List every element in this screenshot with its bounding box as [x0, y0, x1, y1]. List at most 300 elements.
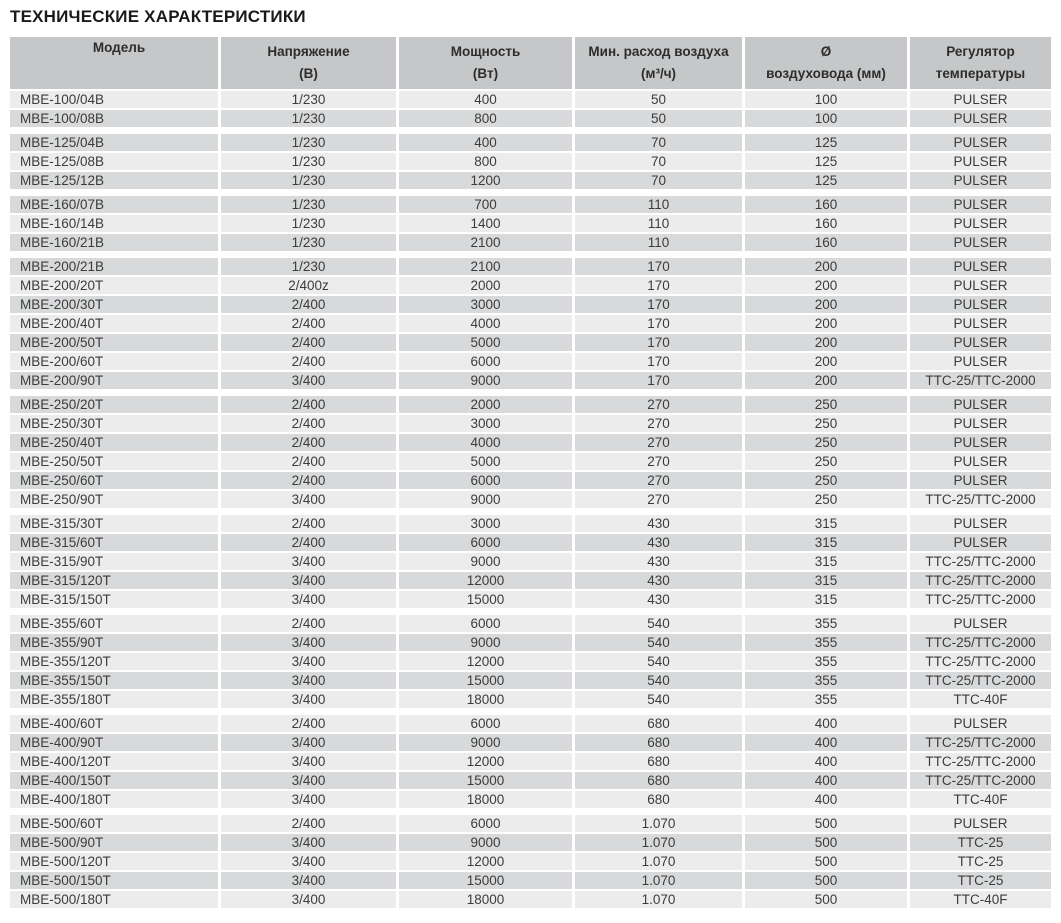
- voltage-cell: 2/400: [221, 396, 396, 413]
- column-header-voltage: [221, 37, 396, 89]
- voltage-cell: 3/400: [221, 734, 396, 751]
- min-airflow-cell: 270: [575, 472, 742, 489]
- table-row: [10, 791, 1051, 808]
- power-cell: 18000: [399, 791, 572, 808]
- model-cell: MBE-100/04B: [10, 91, 218, 108]
- model-cell: MBE-125/04B: [10, 134, 218, 151]
- voltage-cell: 1/230: [221, 258, 396, 275]
- duct-diameter-cell: 200: [745, 277, 907, 294]
- table-row: [10, 196, 1051, 213]
- power-cell: 1400: [399, 215, 572, 232]
- temp-regulator-cell: TTC-25/TTC-2000: [910, 672, 1051, 689]
- column-header-line2: (В): [299, 66, 318, 81]
- column-header-line1: Мощность: [450, 44, 521, 60]
- model-cell: MBE-250/60T: [10, 472, 218, 489]
- voltage-cell: 3/400: [221, 372, 396, 389]
- min-airflow-cell: 1.070: [575, 891, 742, 908]
- model-cell: MBE-315/60T: [10, 534, 218, 551]
- model-cell: MBE-250/40T: [10, 434, 218, 451]
- model-cell: MBE-250/30T: [10, 415, 218, 432]
- min-airflow-cell: 50: [575, 91, 742, 108]
- table-row: [10, 753, 1051, 770]
- voltage-cell: 1/230: [221, 110, 396, 127]
- row-group-MBE-125: [10, 134, 1051, 189]
- table-row: [10, 891, 1051, 908]
- duct-diameter-cell: 200: [745, 334, 907, 351]
- temp-regulator-cell: TTC-25: [910, 834, 1051, 851]
- temp-regulator-cell: TTC-25/TTC-2000: [910, 734, 1051, 751]
- temp-regulator-cell: TTC-40F: [910, 891, 1051, 908]
- temp-regulator-cell: TTC-25/TTC-2000: [910, 634, 1051, 651]
- min-airflow-cell: 170: [575, 277, 742, 294]
- model-cell: MBE-200/30T: [10, 296, 218, 313]
- temp-regulator-cell: PULSER: [910, 196, 1051, 213]
- model-cell: MBE-355/150T: [10, 672, 218, 689]
- power-cell: 6000: [399, 815, 572, 832]
- voltage-cell: 2/400: [221, 715, 396, 732]
- voltage-cell: 1/230: [221, 234, 396, 251]
- model-cell: MBE-160/14B: [10, 215, 218, 232]
- duct-diameter-cell: 125: [745, 172, 907, 189]
- table-row: [10, 615, 1051, 632]
- row-group-MBE-315: [10, 515, 1051, 608]
- power-cell: 9000: [399, 834, 572, 851]
- duct-diameter-cell: 500: [745, 872, 907, 889]
- duct-diameter-cell: 250: [745, 434, 907, 451]
- voltage-cell: 3/400: [221, 672, 396, 689]
- temp-regulator-cell: PULSER: [910, 134, 1051, 151]
- duct-diameter-cell: 315: [745, 515, 907, 532]
- duct-diameter-cell: 250: [745, 396, 907, 413]
- min-airflow-cell: 540: [575, 672, 742, 689]
- table-row: [10, 434, 1051, 451]
- model-cell: MBE-400/150T: [10, 772, 218, 789]
- duct-diameter-cell: 500: [745, 815, 907, 832]
- temp-regulator-cell: TTC-25/TTC-2000: [910, 553, 1051, 570]
- temp-regulator-cell: PULSER: [910, 91, 1051, 108]
- model-cell: MBE-200/50T: [10, 334, 218, 351]
- table-row: [10, 534, 1051, 551]
- temp-regulator-cell: PULSER: [910, 153, 1051, 170]
- table-row: [10, 372, 1051, 389]
- voltage-cell: 3/400: [221, 634, 396, 651]
- table-row: [10, 234, 1051, 251]
- column-header-line1: Модель: [92, 40, 146, 55]
- min-airflow-cell: 170: [575, 315, 742, 332]
- voltage-cell: 1/230: [221, 196, 396, 213]
- temp-regulator-cell: PULSER: [910, 472, 1051, 489]
- column-header-temp-regulator: [910, 37, 1051, 89]
- model-cell: MBE-355/60T: [10, 615, 218, 632]
- min-airflow-cell: 430: [575, 572, 742, 589]
- power-cell: 2000: [399, 277, 572, 294]
- voltage-cell: 1/230: [221, 172, 396, 189]
- duct-diameter-cell: 400: [745, 715, 907, 732]
- table-row: [10, 415, 1051, 432]
- power-cell: 12000: [399, 853, 572, 870]
- voltage-cell: 3/400: [221, 791, 396, 808]
- duct-diameter-cell: 200: [745, 315, 907, 332]
- power-cell: 15000: [399, 872, 572, 889]
- power-cell: 1200: [399, 172, 572, 189]
- duct-diameter-cell: 400: [745, 753, 907, 770]
- power-cell: 15000: [399, 591, 572, 608]
- column-header-line2: воздуховода (мм): [766, 66, 886, 81]
- voltage-cell: 2/400: [221, 334, 396, 351]
- temp-regulator-cell: PULSER: [910, 515, 1051, 532]
- model-cell: MBE-200/40T: [10, 315, 218, 332]
- duct-diameter-cell: 400: [745, 734, 907, 751]
- model-cell: MBE-500/90T: [10, 834, 218, 851]
- model-cell: MBE-125/12B: [10, 172, 218, 189]
- power-cell: 3000: [399, 296, 572, 313]
- power-cell: 6000: [399, 534, 572, 551]
- min-airflow-cell: 680: [575, 715, 742, 732]
- min-airflow-cell: 1.070: [575, 834, 742, 851]
- min-airflow-cell: 1.070: [575, 872, 742, 889]
- table-row: [10, 172, 1051, 189]
- table-row: [10, 353, 1051, 370]
- power-cell: 2000: [399, 396, 572, 413]
- voltage-cell: 2/400: [221, 453, 396, 470]
- min-airflow-cell: 110: [575, 196, 742, 213]
- duct-diameter-cell: 250: [745, 472, 907, 489]
- temp-regulator-cell: PULSER: [910, 453, 1051, 470]
- temp-regulator-cell: TTC-25/TTC-2000: [910, 491, 1051, 508]
- table-row: [10, 258, 1051, 275]
- column-header-power: [399, 37, 572, 89]
- model-cell: MBE-160/21B: [10, 234, 218, 251]
- power-cell: 12000: [399, 572, 572, 589]
- table-row: [10, 591, 1051, 608]
- min-airflow-cell: 170: [575, 372, 742, 389]
- duct-diameter-cell: 160: [745, 234, 907, 251]
- table-row: [10, 472, 1051, 489]
- temp-regulator-cell: TTC-25/TTC-2000: [910, 753, 1051, 770]
- table-row: [10, 715, 1051, 732]
- column-header-model: [10, 37, 218, 89]
- duct-diameter-cell: 500: [745, 834, 907, 851]
- table-row: [10, 315, 1051, 332]
- min-airflow-cell: 70: [575, 172, 742, 189]
- min-airflow-cell: 540: [575, 615, 742, 632]
- power-cell: 18000: [399, 891, 572, 908]
- power-cell: 5000: [399, 334, 572, 351]
- temp-regulator-cell: PULSER: [910, 353, 1051, 370]
- power-cell: 15000: [399, 672, 572, 689]
- temp-regulator-cell: TTC-25: [910, 872, 1051, 889]
- min-airflow-cell: 110: [575, 234, 742, 251]
- duct-diameter-cell: 160: [745, 196, 907, 213]
- min-airflow-cell: 110: [575, 215, 742, 232]
- column-header-line1: Напряжение: [267, 44, 350, 60]
- temp-regulator-cell: TTC-40F: [910, 691, 1051, 708]
- min-airflow-cell: 680: [575, 734, 742, 751]
- voltage-cell: 3/400: [221, 853, 396, 870]
- duct-diameter-cell: 400: [745, 791, 907, 808]
- temp-regulator-cell: PULSER: [910, 534, 1051, 551]
- power-cell: 2100: [399, 258, 572, 275]
- duct-diameter-cell: 250: [745, 453, 907, 470]
- table-row: [10, 572, 1051, 589]
- specifications-table: [10, 37, 1051, 908]
- model-cell: MBE-315/120T: [10, 572, 218, 589]
- duct-diameter-cell: 315: [745, 591, 907, 608]
- voltage-cell: 3/400: [221, 553, 396, 570]
- voltage-cell: 1/230: [221, 215, 396, 232]
- voltage-cell: 3/400: [221, 653, 396, 670]
- duct-diameter-cell: 355: [745, 672, 907, 689]
- model-cell: MBE-200/20T: [10, 277, 218, 294]
- min-airflow-cell: 430: [575, 515, 742, 532]
- voltage-cell: 3/400: [221, 691, 396, 708]
- model-cell: MBE-315/150T: [10, 591, 218, 608]
- power-cell: 3000: [399, 515, 572, 532]
- min-airflow-cell: 170: [575, 334, 742, 351]
- voltage-cell: 2/400: [221, 296, 396, 313]
- duct-diameter-cell: 315: [745, 534, 907, 551]
- duct-diameter-cell: 250: [745, 491, 907, 508]
- model-cell: MBE-500/180T: [10, 891, 218, 908]
- table-row: [10, 653, 1051, 670]
- min-airflow-cell: 50: [575, 110, 742, 127]
- temp-regulator-cell: TTC-25/TTC-2000: [910, 653, 1051, 670]
- min-airflow-cell: 430: [575, 553, 742, 570]
- min-airflow-cell: 170: [575, 353, 742, 370]
- power-cell: 6000: [399, 715, 572, 732]
- row-group-MBE-400: [10, 715, 1051, 808]
- power-cell: 5000: [399, 453, 572, 470]
- min-airflow-cell: 430: [575, 591, 742, 608]
- power-cell: 400: [399, 91, 572, 108]
- column-header-line2: (Вт): [472, 66, 499, 81]
- power-cell: 4000: [399, 434, 572, 451]
- voltage-cell: 2/400: [221, 434, 396, 451]
- table-row: [10, 834, 1051, 851]
- min-airflow-cell: 70: [575, 134, 742, 151]
- temp-regulator-cell: PULSER: [910, 234, 1051, 251]
- temp-regulator-cell: TTC-25/TTC-2000: [910, 591, 1051, 608]
- table-row: [10, 134, 1051, 151]
- table-row: [10, 110, 1051, 127]
- power-cell: 9000: [399, 734, 572, 751]
- model-cell: MBE-500/120T: [10, 853, 218, 870]
- voltage-cell: 2/400: [221, 534, 396, 551]
- min-airflow-cell: 270: [575, 453, 742, 470]
- duct-diameter-cell: 100: [745, 91, 907, 108]
- model-cell: MBE-250/50T: [10, 453, 218, 470]
- duct-diameter-cell: 400: [745, 772, 907, 789]
- table-row: [10, 515, 1051, 532]
- table-row: [10, 634, 1051, 651]
- voltage-cell: 1/230: [221, 153, 396, 170]
- min-airflow-cell: 430: [575, 534, 742, 551]
- power-cell: 9000: [399, 553, 572, 570]
- table-row: [10, 553, 1051, 570]
- temp-regulator-cell: PULSER: [910, 415, 1051, 432]
- voltage-cell: 2/400z: [221, 277, 396, 294]
- voltage-cell: 3/400: [221, 491, 396, 508]
- temp-regulator-cell: PULSER: [910, 715, 1051, 732]
- min-airflow-cell: 170: [575, 296, 742, 313]
- duct-diameter-cell: 160: [745, 215, 907, 232]
- table-row: [10, 153, 1051, 170]
- voltage-cell: 3/400: [221, 753, 396, 770]
- model-cell: MBE-400/180T: [10, 791, 218, 808]
- row-group-MBE-250: [10, 396, 1051, 508]
- voltage-cell: 3/400: [221, 772, 396, 789]
- voltage-cell: 3/400: [221, 891, 396, 908]
- temp-regulator-cell: TTC-40F: [910, 791, 1051, 808]
- power-cell: 9000: [399, 372, 572, 389]
- power-cell: 12000: [399, 753, 572, 770]
- voltage-cell: 1/230: [221, 134, 396, 151]
- table-row: [10, 91, 1051, 108]
- duct-diameter-cell: 500: [745, 891, 907, 908]
- model-cell: MBE-315/30T: [10, 515, 218, 532]
- voltage-cell: 3/400: [221, 591, 396, 608]
- table-body: [10, 91, 1051, 908]
- temp-regulator-cell: PULSER: [910, 396, 1051, 413]
- power-cell: 15000: [399, 772, 572, 789]
- row-group-MBE-200: [10, 258, 1051, 389]
- power-cell: 400: [399, 134, 572, 151]
- power-cell: 800: [399, 110, 572, 127]
- table-row: [10, 491, 1051, 508]
- model-cell: MBE-355/90T: [10, 634, 218, 651]
- duct-diameter-cell: 200: [745, 372, 907, 389]
- row-group-MBE-355: [10, 615, 1051, 708]
- duct-diameter-cell: 125: [745, 153, 907, 170]
- table-row: [10, 772, 1051, 789]
- voltage-cell: 2/400: [221, 353, 396, 370]
- model-cell: MBE-500/60T: [10, 815, 218, 832]
- min-airflow-cell: 540: [575, 634, 742, 651]
- duct-diameter-cell: 355: [745, 691, 907, 708]
- duct-diameter-cell: 355: [745, 653, 907, 670]
- min-airflow-cell: 540: [575, 653, 742, 670]
- temp-regulator-cell: PULSER: [910, 315, 1051, 332]
- voltage-cell: 3/400: [221, 572, 396, 589]
- power-cell: 6000: [399, 615, 572, 632]
- min-airflow-cell: 540: [575, 691, 742, 708]
- model-cell: MBE-400/60T: [10, 715, 218, 732]
- model-cell: MBE-500/150T: [10, 872, 218, 889]
- min-airflow-cell: 1.070: [575, 853, 742, 870]
- min-airflow-cell: 270: [575, 396, 742, 413]
- column-header-line1: Ø: [820, 44, 832, 60]
- model-cell: MBE-100/08B: [10, 110, 218, 127]
- temp-regulator-cell: PULSER: [910, 615, 1051, 632]
- voltage-cell: 1/230: [221, 91, 396, 108]
- model-cell: MBE-200/21B: [10, 258, 218, 275]
- temp-regulator-cell: PULSER: [910, 296, 1051, 313]
- row-group-MBE-100: [10, 91, 1051, 127]
- voltage-cell: 2/400: [221, 515, 396, 532]
- table-row: [10, 734, 1051, 751]
- model-cell: MBE-160/07B: [10, 196, 218, 213]
- voltage-cell: 3/400: [221, 834, 396, 851]
- table-row: [10, 215, 1051, 232]
- min-airflow-cell: 270: [575, 491, 742, 508]
- min-airflow-cell: 270: [575, 434, 742, 451]
- duct-diameter-cell: 315: [745, 572, 907, 589]
- column-header-duct-diameter: [745, 37, 907, 89]
- duct-diameter-cell: 250: [745, 415, 907, 432]
- power-cell: 18000: [399, 691, 572, 708]
- min-airflow-cell: 70: [575, 153, 742, 170]
- voltage-cell: 2/400: [221, 415, 396, 432]
- page-title: ТЕХНИЧЕСКИЕ ХАРАКТЕРИСТИКИ: [10, 7, 306, 26]
- power-cell: 700: [399, 196, 572, 213]
- table-row: [10, 872, 1051, 889]
- temp-regulator-cell: PULSER: [910, 215, 1051, 232]
- temp-regulator-cell: PULSER: [910, 258, 1051, 275]
- duct-diameter-cell: 355: [745, 615, 907, 632]
- duct-diameter-cell: 200: [745, 296, 907, 313]
- table-header-row: [10, 37, 1051, 89]
- duct-diameter-cell: 315: [745, 553, 907, 570]
- column-header-line1: Мин. расход воздуха: [588, 44, 729, 60]
- table-row: [10, 396, 1051, 413]
- table-row: [10, 672, 1051, 689]
- power-cell: 2100: [399, 234, 572, 251]
- power-cell: 6000: [399, 472, 572, 489]
- model-cell: MBE-315/90T: [10, 553, 218, 570]
- row-group-MBE-160: [10, 196, 1051, 251]
- table-row: [10, 691, 1051, 708]
- min-airflow-cell: 680: [575, 753, 742, 770]
- temp-regulator-cell: TTC-25/TTC-2000: [910, 572, 1051, 589]
- model-cell: MBE-200/90T: [10, 372, 218, 389]
- duct-diameter-cell: 125: [745, 134, 907, 151]
- temp-regulator-cell: TTC-25/TTC-2000: [910, 372, 1051, 389]
- temp-regulator-cell: PULSER: [910, 277, 1051, 294]
- table-row: [10, 296, 1051, 313]
- power-cell: 9000: [399, 491, 572, 508]
- power-cell: 4000: [399, 315, 572, 332]
- model-cell: MBE-250/90T: [10, 491, 218, 508]
- duct-diameter-cell: 200: [745, 258, 907, 275]
- power-cell: 12000: [399, 653, 572, 670]
- duct-diameter-cell: 500: [745, 853, 907, 870]
- voltage-cell: 3/400: [221, 872, 396, 889]
- voltage-cell: 2/400: [221, 472, 396, 489]
- table-row: [10, 815, 1051, 832]
- temp-regulator-cell: PULSER: [910, 334, 1051, 351]
- model-cell: MBE-400/120T: [10, 753, 218, 770]
- min-airflow-cell: 680: [575, 772, 742, 789]
- column-header-line2: температуры: [935, 66, 1026, 81]
- temp-regulator-cell: TTC-25/TTC-2000: [910, 772, 1051, 789]
- voltage-cell: 2/400: [221, 615, 396, 632]
- temp-regulator-cell: PULSER: [910, 434, 1051, 451]
- duct-diameter-cell: 100: [745, 110, 907, 127]
- table-row: [10, 453, 1051, 470]
- table-row: [10, 277, 1051, 294]
- temp-regulator-cell: TTC-25: [910, 853, 1051, 870]
- table-row: [10, 334, 1051, 351]
- power-cell: 3000: [399, 415, 572, 432]
- min-airflow-cell: 680: [575, 791, 742, 808]
- model-cell: MBE-200/60T: [10, 353, 218, 370]
- model-cell: MBE-400/90T: [10, 734, 218, 751]
- min-airflow-cell: 1.070: [575, 815, 742, 832]
- row-group-MBE-500: [10, 815, 1051, 908]
- min-airflow-cell: 270: [575, 415, 742, 432]
- voltage-cell: 2/400: [221, 815, 396, 832]
- duct-diameter-cell: 200: [745, 353, 907, 370]
